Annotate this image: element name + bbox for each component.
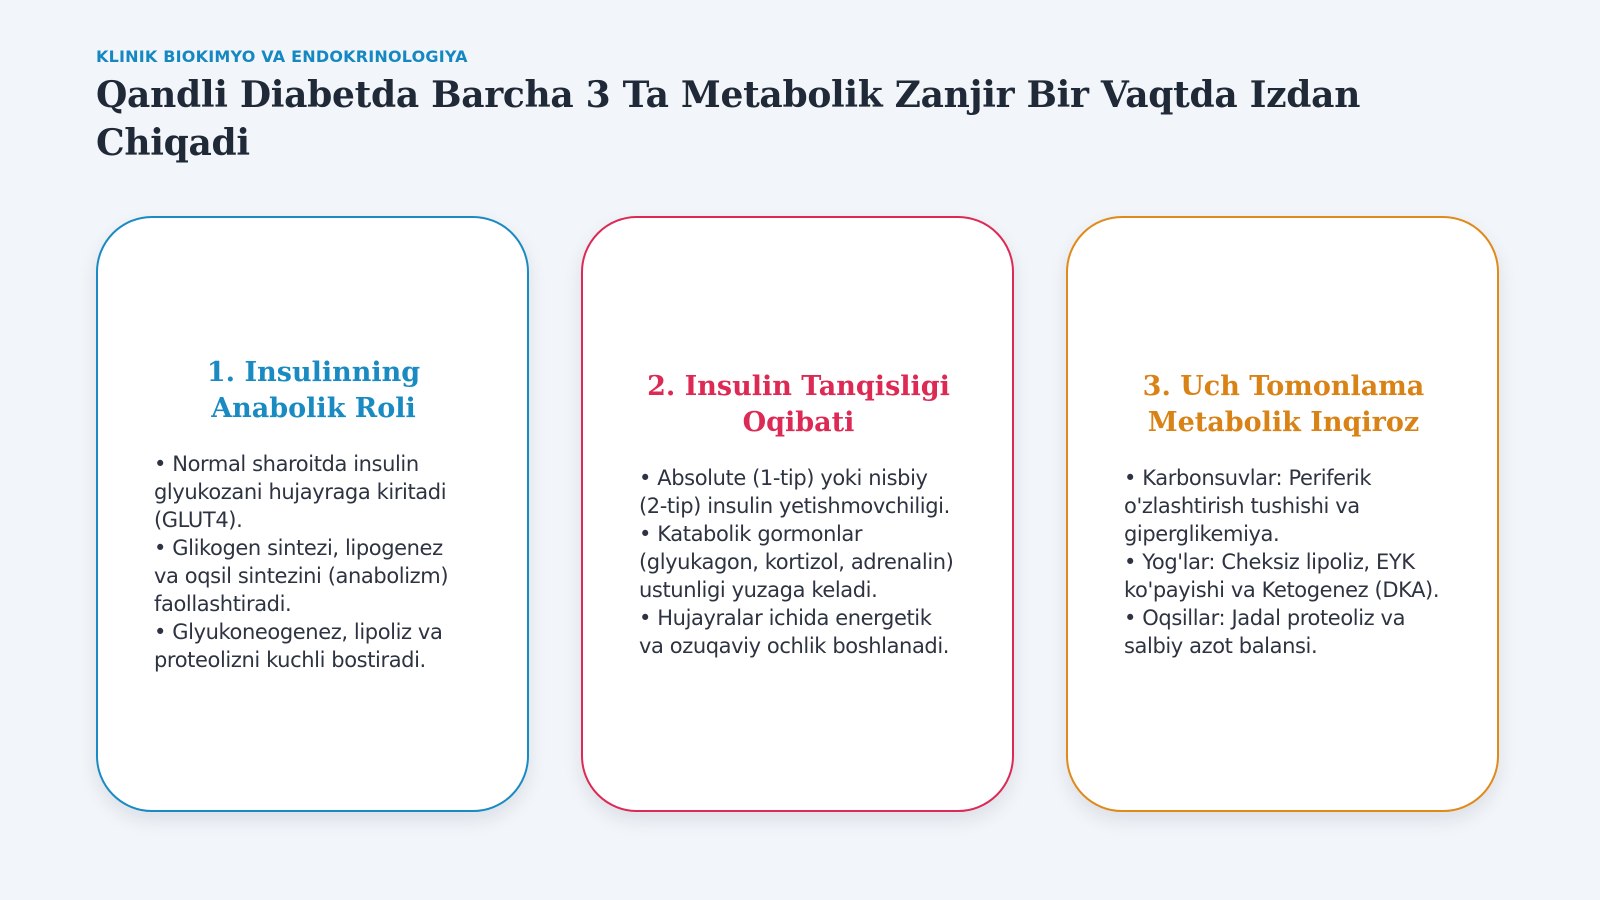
card-bullet: • Glyukoneogenez, lipoliz va proteolizni kuchli bostiradi. — [154, 619, 443, 672]
card-row — [96, 216, 1504, 816]
card-bullet: • Hujayralar ichida energetik va ozuqaviy ochlik boshlanadi. — [639, 605, 950, 658]
slide-header — [96, 47, 1516, 167]
card-title: 2. Insulin Tanqisligi Oqibati — [647, 370, 950, 438]
slide-title: Qandli Diabetda Barcha 3 Ta Metabolik Zanjir Bir Vaqtda Izdan Chiqadi — [96, 74, 1361, 164]
card-bullet: • Oqsillar: Jadal proteoliz va salbiy azot balansi. — [1124, 605, 1406, 658]
card-insulin-deficiency — [581, 216, 1014, 812]
card-bullet: • Absolute (1-tip) yoki nisbiy (2-tip) insulin yetishmovchiligi. — [639, 465, 950, 518]
card-bullet: • Normal sharoitda insulin glyukozani hujayraga kiritadi (GLUT4). — [154, 451, 447, 532]
card-bullet: • Katabolik gormonlar (glyukagon, kortizol, adrenalin) ustunligi yuzaga keladi. — [639, 521, 954, 602]
card-title: 1. Insulinning Anabolik Roli — [206, 356, 421, 424]
card-bullet-list — [1124, 464, 1443, 660]
eyebrow-label: KLINIK BIOKIMYO VA ENDOKRINOLOGIYA — [96, 47, 468, 66]
card-title: 3. Uch Tomonlama Metabolik Inqiroz — [1142, 370, 1425, 438]
card-bullet-list — [639, 464, 958, 660]
card-anabolic-role — [96, 216, 529, 812]
card-metabolic-crisis — [1066, 216, 1499, 812]
card-bullet: • Glikogen sintezi, lipogenez va oqsil sintezini (anabolizm) faollashtiradi. — [154, 535, 449, 616]
card-bullet-list — [154, 450, 473, 674]
card-bullet: • Yog'lar: Cheksiz lipoliz, EYK ko'payishi va Ketogenez (DKA). — [1124, 549, 1440, 602]
card-bullet: • Karbonsuvlar: Periferik o'zlashtirish tushishi va giperglikemiya. — [1124, 465, 1372, 546]
